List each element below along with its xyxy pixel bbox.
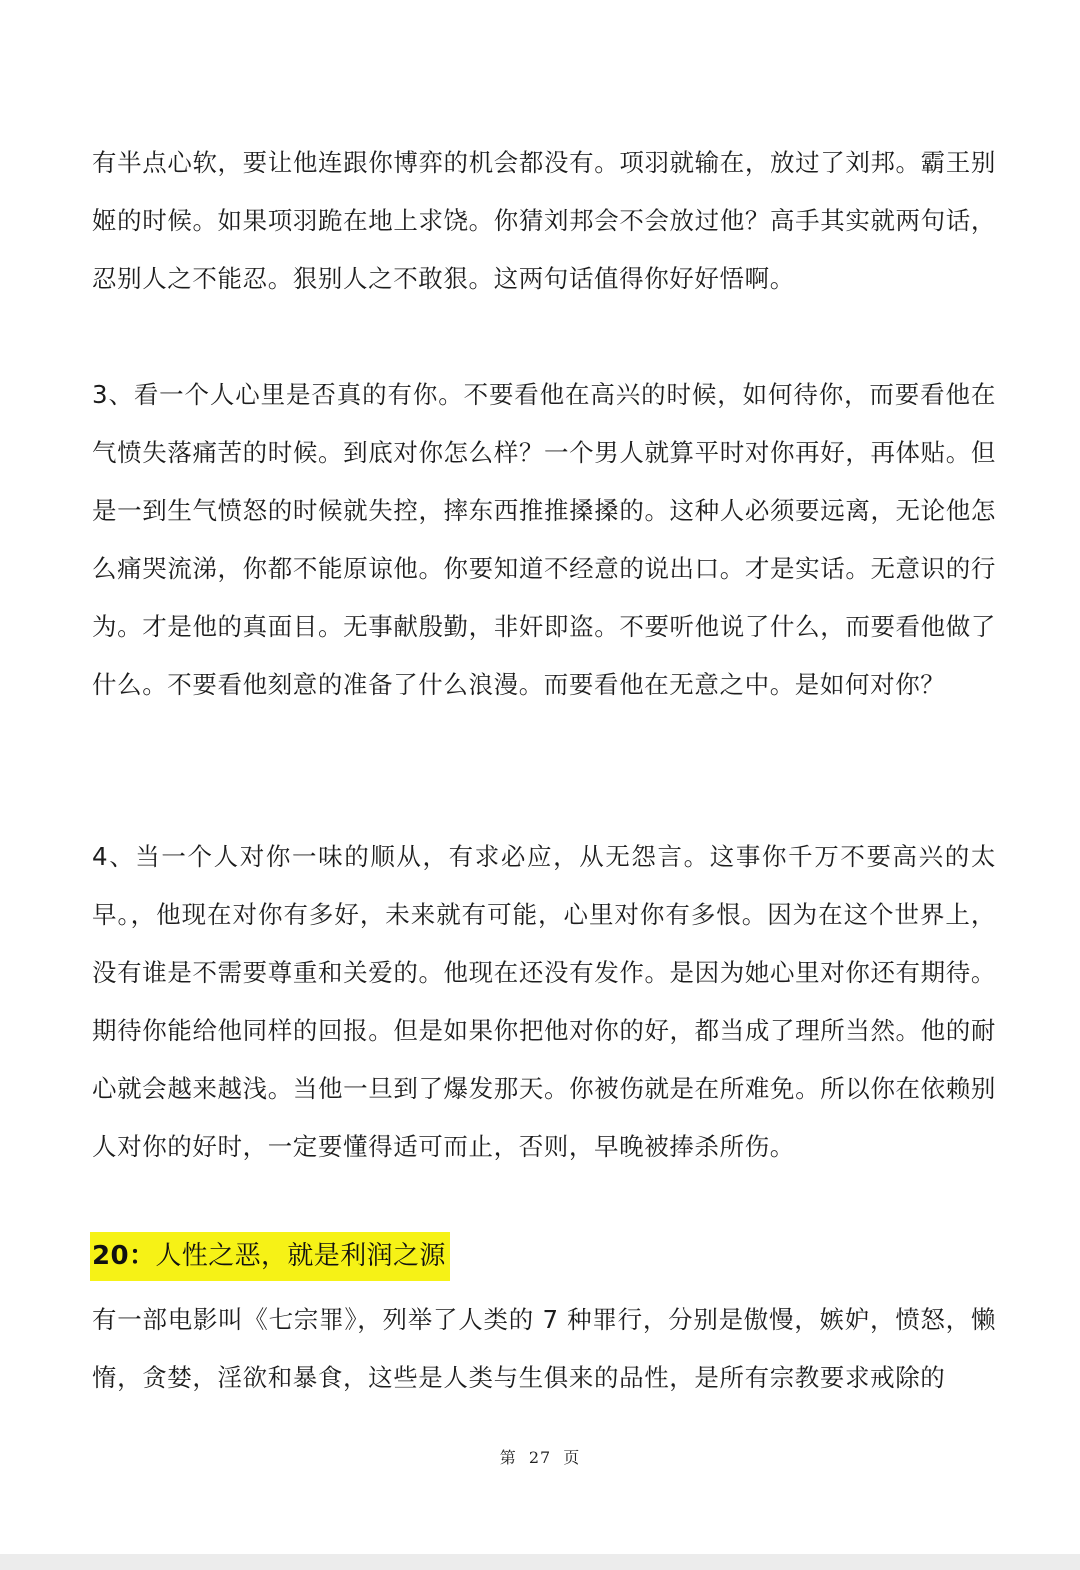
paragraph-section-20: 有一部电影叫《七宗罪》，列举了人类的 7 种罪行，分别是傲慢，嫉妒，愤怒，懒惰，贪婪，淫欲和暴食，这些是人类与生俱来的品性，是所有宗教要求戒除的 bbox=[92, 1305, 996, 1392]
page-label-prefix: 第 bbox=[499, 1448, 517, 1467]
paragraph-continued: 有半点心软，要让他连跟你博弈的机会都没有。项羽就输在，放过了刘邦。霸王别姬的时候。如果项羽跪在地上求饶。你猜刘邦会不会放过他？高手其实就两句话，忍别人之不能忍。狠别人之不敢狠。这两句话值得你好好悟啊。 bbox=[92, 148, 996, 293]
section-heading-highlighted bbox=[90, 1232, 450, 1281]
bottom-divider-band bbox=[0, 1554, 1080, 1570]
page-number: 27 bbox=[528, 1448, 552, 1467]
page-label-suffix: 页 bbox=[563, 1448, 581, 1467]
paragraph-point-3: 3、看一个人心里是否真的有你。不要看他在高兴的时候，如何待你，而要看他在气愤失落痛苦的时候。到底对你怎么样？一个男人就算平时对你再好，再体贴。但是一到生气愤怒的时候就失控，摔东西推推搡搡的。这种人必须要远离，无论他怎么痛哭流涕，你都不能原谅他。你要知道不经意的说出口。才是实话。无意识的行为。才是他的真面目。无事献殷勤，非奸即盗。不要听他说了什么，而要看他做了什么。不要看他刻意的准备了什么浪漫。而要看他在无意之中。是如何对你？ bbox=[92, 380, 996, 699]
page-footer bbox=[0, 1446, 1080, 1470]
section-heading-number: 20： bbox=[92, 1241, 156, 1271]
paragraph-point-4: 4、当一个人对你一味的顺从，有求必应，从无怨言。这事你千万不要高兴的太早。，他现在对你有多好，未来就有可能，心里对你有多恨。因为在这个世界上，没有谁是不需要尊重和关爱的。他现在还没有发作。是因为她心里对你还有期待。期待你能给他同样的回报。但是如果你把他对你的好，都当成了理所当然。他的耐心就会越来越浅。当他一旦到了爆发那天。你被伤就是在所难免。所以你在依赖别人对你的好时，一定要懂得适可而止，否则，早晚被捧杀所伤。 bbox=[92, 842, 996, 1161]
section-heading-text: 人性之恶，就是利润之源 bbox=[155, 1241, 446, 1271]
